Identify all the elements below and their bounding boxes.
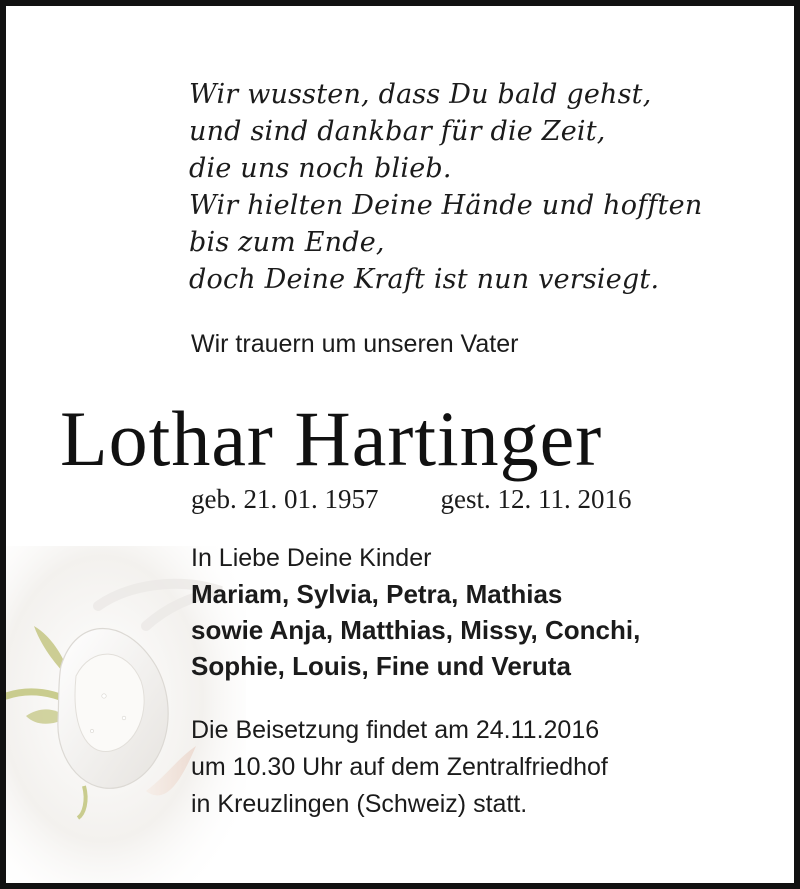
funeral-line: in Kreuzlingen (Schweiz) statt. xyxy=(191,790,528,818)
family-lead: In Liebe Deine Kinder xyxy=(191,544,432,572)
death-date: gest. 12. 11. 2016 xyxy=(440,484,632,514)
life-dates xyxy=(191,484,631,515)
poem-line: bis zum Ende, xyxy=(189,227,385,258)
family-section xyxy=(191,540,640,684)
funeral-details xyxy=(191,712,608,823)
birth-date: geb. 21. 01. 1957 xyxy=(191,484,379,514)
family-names-line: Sophie, Louis, Fine und Veruta xyxy=(191,651,571,681)
family-names-line: Mariam, Sylvia, Petra, Mathias xyxy=(191,579,563,609)
funeral-line: um 10.30 Uhr auf dem Zentralfriedhof xyxy=(191,753,608,781)
deceased-name: Lothar Hartinger xyxy=(60,395,603,482)
poem-line: und sind dankbar für die Zeit, xyxy=(189,116,606,147)
poem-line: die uns noch blieb. xyxy=(189,153,452,184)
poem-line: Wir wussten, dass Du bald gehst, xyxy=(189,79,652,110)
mourning-intro: Wir trauern um unseren Vater xyxy=(191,330,519,358)
funeral-line: Die Beisetzung findet am 24.11.2016 xyxy=(191,716,600,744)
memorial-poem xyxy=(189,76,702,298)
poem-line: Wir hielten Deine Hände und hofften xyxy=(189,190,703,221)
family-names-line: sowie Anja, Matthias, Missy, Conchi, xyxy=(191,615,641,645)
poem-line: doch Deine Kraft ist nun versiegt. xyxy=(189,264,660,295)
